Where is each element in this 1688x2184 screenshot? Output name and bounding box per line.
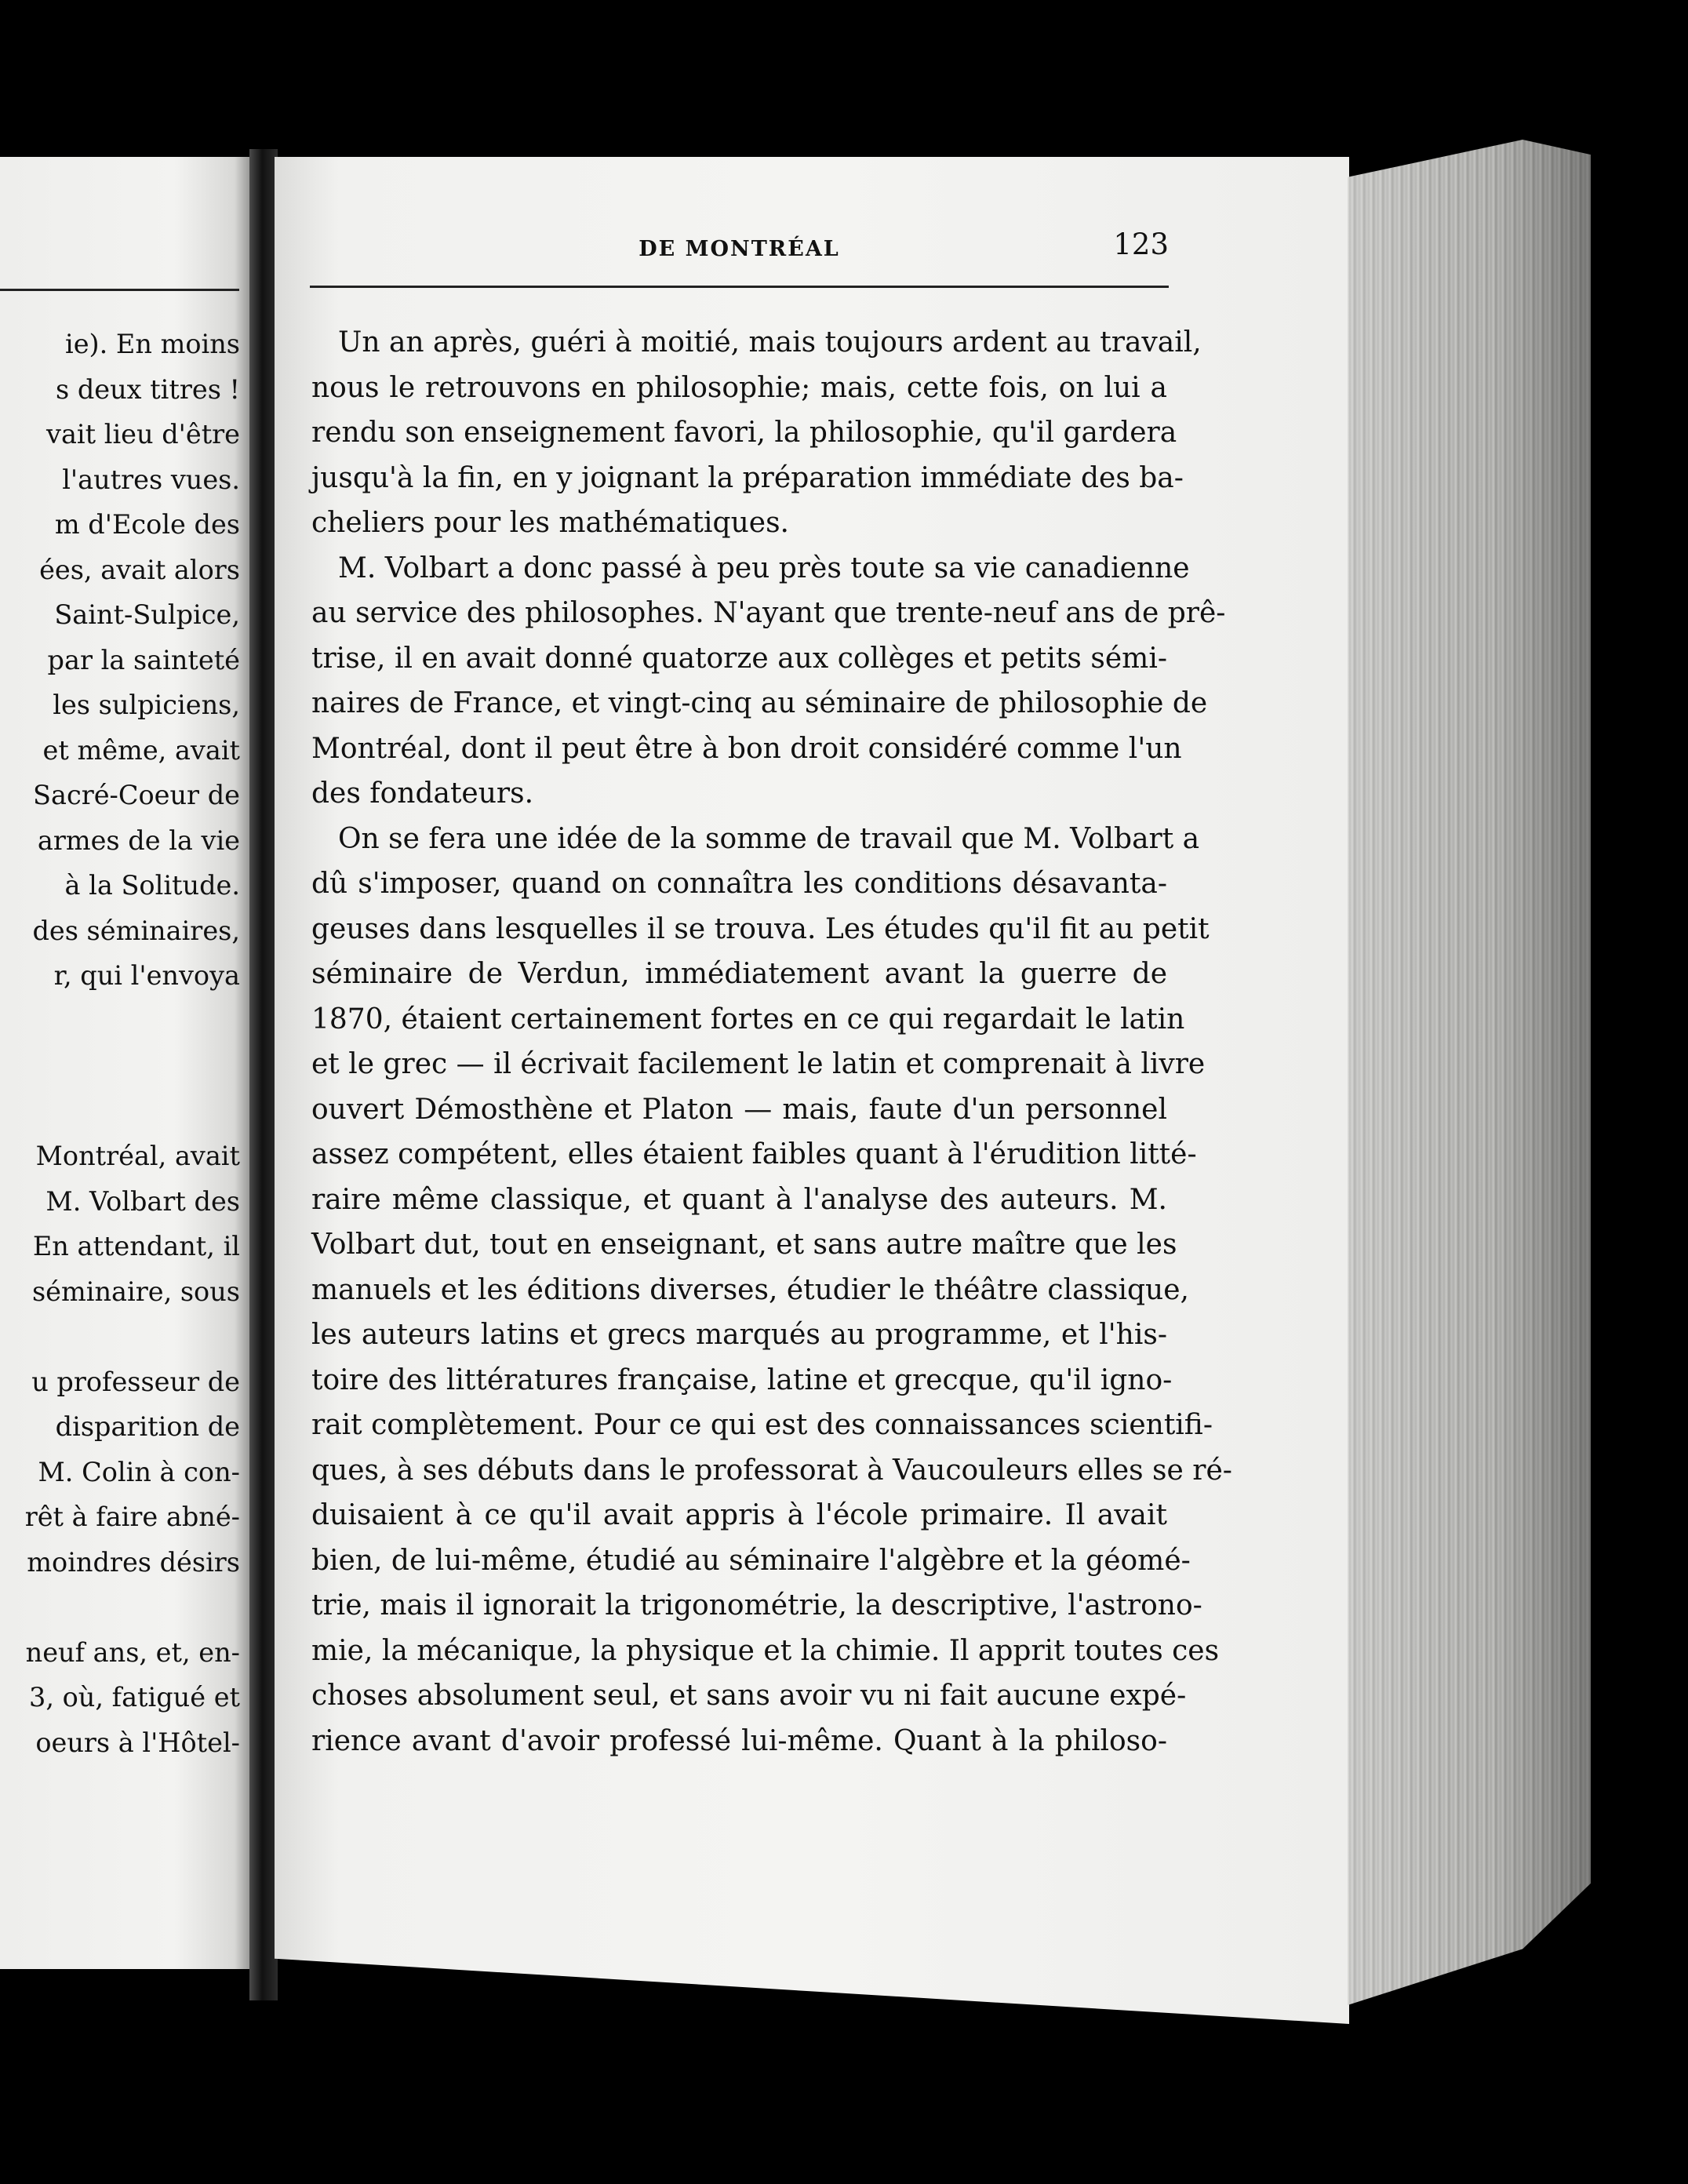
page-number: 123: [1113, 228, 1169, 261]
left-text-line: [0, 1089, 240, 1134]
left-text-line: [0, 1585, 240, 1630]
left-text-line: [0, 1043, 240, 1089]
left-text-line: oeurs à l'Hôtel-: [35, 1727, 240, 1758]
left-text-line: et même, avait: [42, 734, 240, 766]
left-text-line: M. Colin à con-: [38, 1456, 240, 1487]
left-text-line: m d'Ecole des: [54, 509, 240, 540]
text-line: Volbart dut, tout en enseignant, et sans autre maître que les: [311, 1228, 1177, 1261]
text-line: M. Volbart a donc passé à peu près toute sa vie canadienne: [338, 551, 1190, 584]
text-line: nous le retrouvons en philosophie; mais, cette fois, on lui a: [311, 371, 1167, 404]
left-text-line: à la Solitude.: [64, 870, 240, 901]
text-line: dû s'imposer, quand on connaîtra les conditions désavanta-: [311, 868, 1167, 900]
left-text-line: armes de la vie: [37, 824, 240, 856]
text-line: ques, à ses débuts dans le professorat à Vaucouleurs elles se ré-: [311, 1454, 1232, 1487]
left-text-line: l'autres vues.: [62, 464, 240, 495]
text-line: duisaient à ce qu'il avait appris à l'école primaire. Il avait: [311, 1499, 1167, 1531]
left-text-line: séminaire, sous: [31, 1276, 240, 1307]
left-text-line: ées, avait alors: [39, 554, 240, 585]
text-line: au service des philosophes. N'ayant que trente-neuf ans de prê-: [311, 597, 1226, 629]
body-text: [311, 320, 1232, 1764]
left-header-rule: [0, 289, 239, 291]
left-text-line: disparition de: [55, 1411, 240, 1442]
left-text-line: Sacré-Coeur de: [33, 780, 240, 810]
text-line: naires de France, et vingt-cinq au séminaire de philosophie de: [311, 687, 1208, 719]
left-text-line: En attendant, il: [32, 1231, 240, 1261]
left-text-line: les sulpiciens,: [53, 690, 240, 720]
left-text-line: Saint-Sulpice,: [54, 599, 240, 630]
left-text-line: [0, 999, 240, 1044]
left-text-line: Montréal, avait: [35, 1141, 240, 1171]
left-text-line: 3, où, fatigué et: [29, 1682, 240, 1713]
text-line: bien, de lui-même, étudié au séminaire l'algèbre et la géomé-: [311, 1544, 1191, 1577]
text-line: mie, la mécanique, la physique et la chimie. Il apprit toutes ces: [311, 1634, 1220, 1667]
book-gutter: [249, 149, 278, 2000]
text-line: ouvert Démosthène et Platon — mais, faute d'un personnel: [311, 1093, 1167, 1126]
left-text-line: vait lieu d'être: [46, 419, 240, 450]
running-head: DE MONTRÉAL: [638, 237, 840, 261]
text-line: Montréal, dont il peut être à bon droit considéré comme l'un: [311, 732, 1182, 765]
text-line: Un an après, guéri à moitié, mais toujours ardent au travail,: [338, 326, 1202, 359]
left-text-line: [0, 1314, 240, 1360]
page-header: [310, 228, 1169, 275]
text-line: assez compétent, elles étaient faibles quant à l'érudition litté-: [311, 1138, 1197, 1170]
text-line: trise, il en avait donné quatorze aux collèges et petits sémi-: [311, 642, 1167, 675]
text-line: rait complètement. Pour ce qui est des connaissances scientifi-: [311, 1409, 1213, 1441]
left-text-line: moindres désirs: [27, 1546, 240, 1578]
text-line: manuels et les éditions diverses, étudier le théâtre classique,: [311, 1273, 1189, 1306]
text-line: des fondateurs.: [311, 777, 534, 810]
text-line: raire même classique, et quant à l'analyse des auteurs. M.: [311, 1183, 1167, 1216]
text-line: rience avant d'avoir professé lui-même. Quant à la philoso-: [311, 1724, 1167, 1757]
left-page-text: [0, 322, 240, 1765]
left-text-line: ie). En moins: [64, 329, 240, 359]
header-rule: [310, 286, 1169, 288]
text-line: choses absolument seul, et sans avoir vu ni fait aucune expé-: [311, 1680, 1187, 1712]
left-text-line: s deux titres !: [55, 373, 240, 405]
left-text-line: neuf ans, et, en-: [25, 1636, 240, 1668]
left-text-line: des séminaires,: [32, 915, 240, 946]
text-line: 1870, étaient certainement fortes en ce qui regardait le latin: [311, 1003, 1185, 1036]
text-line: On se fera une idée de la somme de travail que M. Volbart a: [338, 822, 1200, 855]
left-text-line: u professeur de: [31, 1366, 240, 1397]
text-line: rendu son enseignement favori, la philosophie, qu'il gardera: [311, 417, 1177, 449]
text-line: séminaire de Verdun, immédiatement avant la guerre de: [311, 958, 1167, 990]
text-line: cheliers pour les mathématiques.: [311, 507, 789, 539]
page-block-edge: [1348, 140, 1591, 2015]
left-text-line: M. Volbart des: [45, 1185, 240, 1217]
text-line: trie, mais il ignorait la trigonométrie, la descriptive, l'astrono-: [311, 1589, 1202, 1622]
text-line: et le grec — il écrivait facilement le latin et comprenait à livre: [311, 1048, 1206, 1080]
text-line: jusqu'à la fin, en y joignant la préparation immédiate des ba-: [311, 461, 1184, 494]
left-text-line: par la sainteté: [47, 644, 240, 675]
text-line: les auteurs latins et grecs marqués au programme, et l'his-: [311, 1319, 1167, 1351]
text-line: toire des littératures française, latine et grecque, qu'il igno-: [311, 1363, 1173, 1396]
text-line: geuses dans lesquelles il se trouva. Les études qu'il fit au petit: [311, 912, 1210, 945]
left-text-line: r, qui l'envoya: [53, 960, 240, 991]
left-text-line: rêt à faire abné-: [24, 1502, 240, 1532]
